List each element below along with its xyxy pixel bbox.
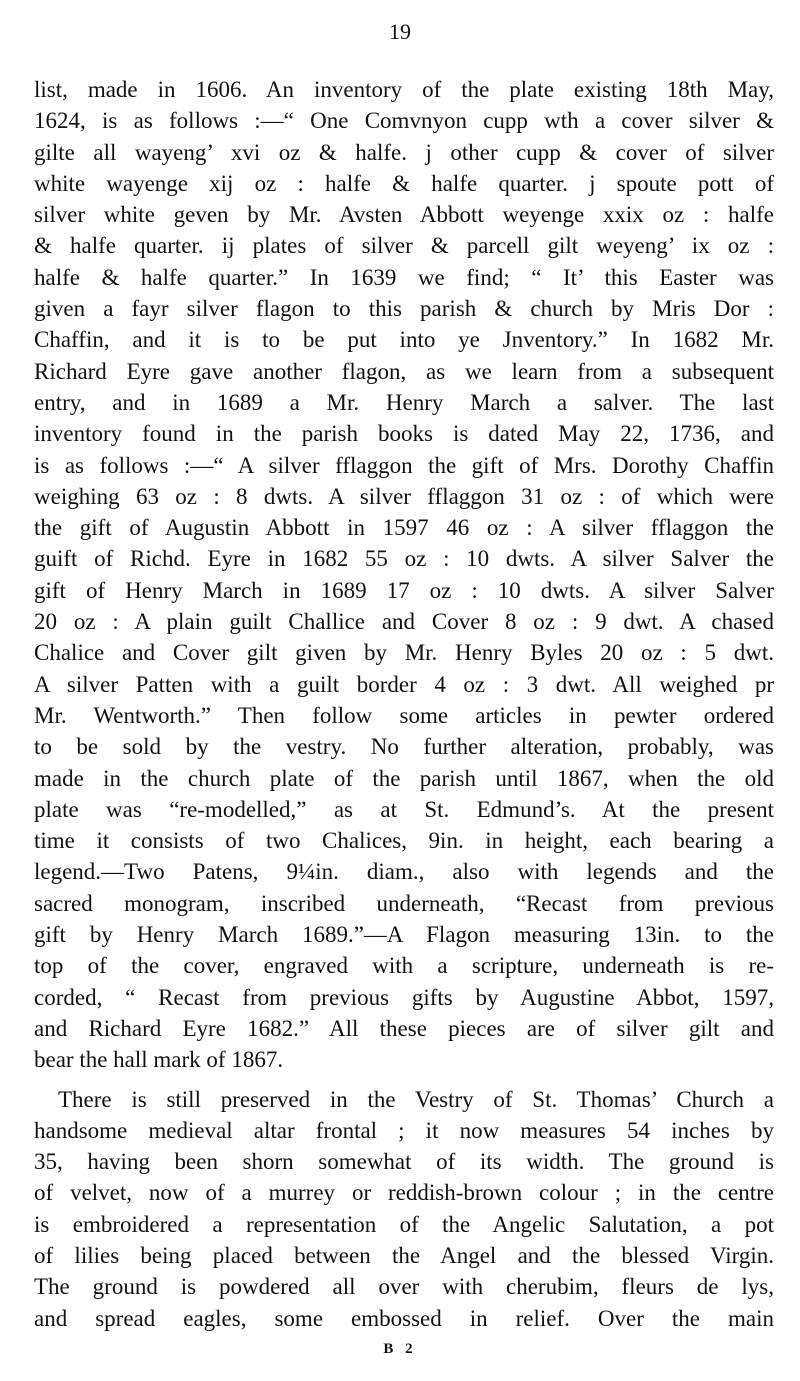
- text-line: time it consists of two Chalices, 9in. in height, each bearing a: [34, 828, 774, 854]
- text-line: & halfe quarter. ij plates of silver & parcell gilt weyeng’ ix oz :: [34, 233, 774, 259]
- text-line: A silver Patten with a guilt border 4 oz : 3 dwt. All weighed pr: [34, 671, 774, 697]
- text-line: There is still preserved in the Vestry of St. Thomas’ Church a: [58, 1086, 774, 1112]
- text-line: entry, and in 1689 a Mr. Henry March a salver. The last: [34, 389, 774, 415]
- text-line: inventory found in the parish books is dated May 22, 1736, and: [34, 421, 774, 447]
- text-line: silver white geven by Mr. Avsten Abbott weyenge xxix oz : halfe: [34, 202, 774, 228]
- text-line: 35, having been shorn somewhat of its width. The ground is: [34, 1149, 774, 1175]
- text-line: to be sold by the vestry. No further alteration, probably, was: [34, 734, 774, 760]
- text-line: and Richard Eyre 1682.” All these pieces are of silver gilt and: [34, 1015, 774, 1041]
- text-line: Chalice and Cover gilt given by Mr. Henry Byles 20 oz : 5 dwt.: [34, 640, 774, 666]
- text-line: bear the hall mark of 1867.: [34, 1047, 284, 1073]
- text-line: given a fayr silver flagon to this parish & church by Mris Dor :: [34, 296, 774, 322]
- text-line: white wayenge xij oz : halfe & halfe quarter. j spoute pott of: [34, 170, 774, 196]
- text-line: of lilies being placed between the Angel and the blessed Virgin.: [34, 1242, 774, 1268]
- text-line: and spread eagles, some embossed in relief. Over the main: [34, 1305, 774, 1331]
- text-line: made in the church plate of the parish until 1867, when the old: [34, 765, 774, 791]
- text-line: of velvet, now of a murrey or reddish-brown colour ; in the centre: [34, 1180, 774, 1206]
- text-line: 20 oz : A plain guilt Challice and Cover 8 oz : 9 dwt. A chased: [34, 609, 774, 635]
- page-number: 19: [389, 19, 411, 44]
- text-line: sacred monogram, inscribed underneath, “Recast from previous: [34, 890, 774, 916]
- text-line: is as follows :—“ A silver fflaggon the gift of Mrs. Dorothy Chaffin: [34, 452, 774, 478]
- text-line: 1624, is as follows :—“ One Comvnyon cupp wth a cover silver &: [34, 108, 774, 134]
- text-line: the gift of Augustin Abbott in 1597 46 oz : A silver fflaggon the: [34, 515, 774, 541]
- text-line: legend.—Two Patens, 9¼in. diam., also with legends and the: [34, 859, 774, 885]
- text-line: Mr. Wentworth.” Then follow some articles in pewter ordered: [34, 702, 774, 728]
- text-line: is embroidered a representation of the Angelic Salutation, a pot: [34, 1211, 774, 1237]
- text-line: gift by Henry March 1689.”—A Flagon measuring 13in. to the: [34, 922, 774, 948]
- text-line: top of the cover, engraved with a scripture, underneath is re-: [34, 953, 774, 979]
- paragraph-1: [34, 74, 774, 1076]
- text-line: Richard Eyre gave another flagon, as we learn from a subsequent: [34, 358, 774, 384]
- text-line: Chaffin, and it is to be put into ye Jnventory.” In 1682 Mr.: [34, 327, 774, 353]
- text-line: The ground is powdered all over with cherubim, fleurs de lys,: [34, 1274, 774, 1300]
- text-line: weighing 63 oz : 8 dwts. A silver fflaggon 31 oz : of which were: [34, 483, 774, 509]
- signature-mark: B 2: [383, 1341, 417, 1357]
- paragraph-2: [34, 1084, 774, 1334]
- text-line: list, made in 1606. An inventory of the plate existing 18th May,: [34, 77, 774, 102]
- text-line: gilte all wayeng’ xvi oz & halfe. j other cupp & cover of silver: [34, 139, 774, 165]
- text-line: halfe & halfe quarter.” In 1639 we find; “ It’ this Easter was: [34, 264, 774, 290]
- text-line: gift of Henry March in 1689 17 oz : 10 dwts. A silver Salver: [34, 577, 774, 603]
- body-text: [34, 74, 774, 1334]
- text-line: handsome medieval altar frontal ; it now measures 54 inches by: [34, 1117, 774, 1143]
- text-line: guift of Richd. Eyre in 1682 55 oz : 10 dwts. A silver Salver the: [34, 546, 774, 572]
- text-line: plate was “re-modelled,” as at St. Edmund’s. At the present: [34, 796, 774, 822]
- text-line: corded, “ Recast from previous gifts by Augustine Abbot, 1597,: [34, 984, 774, 1010]
